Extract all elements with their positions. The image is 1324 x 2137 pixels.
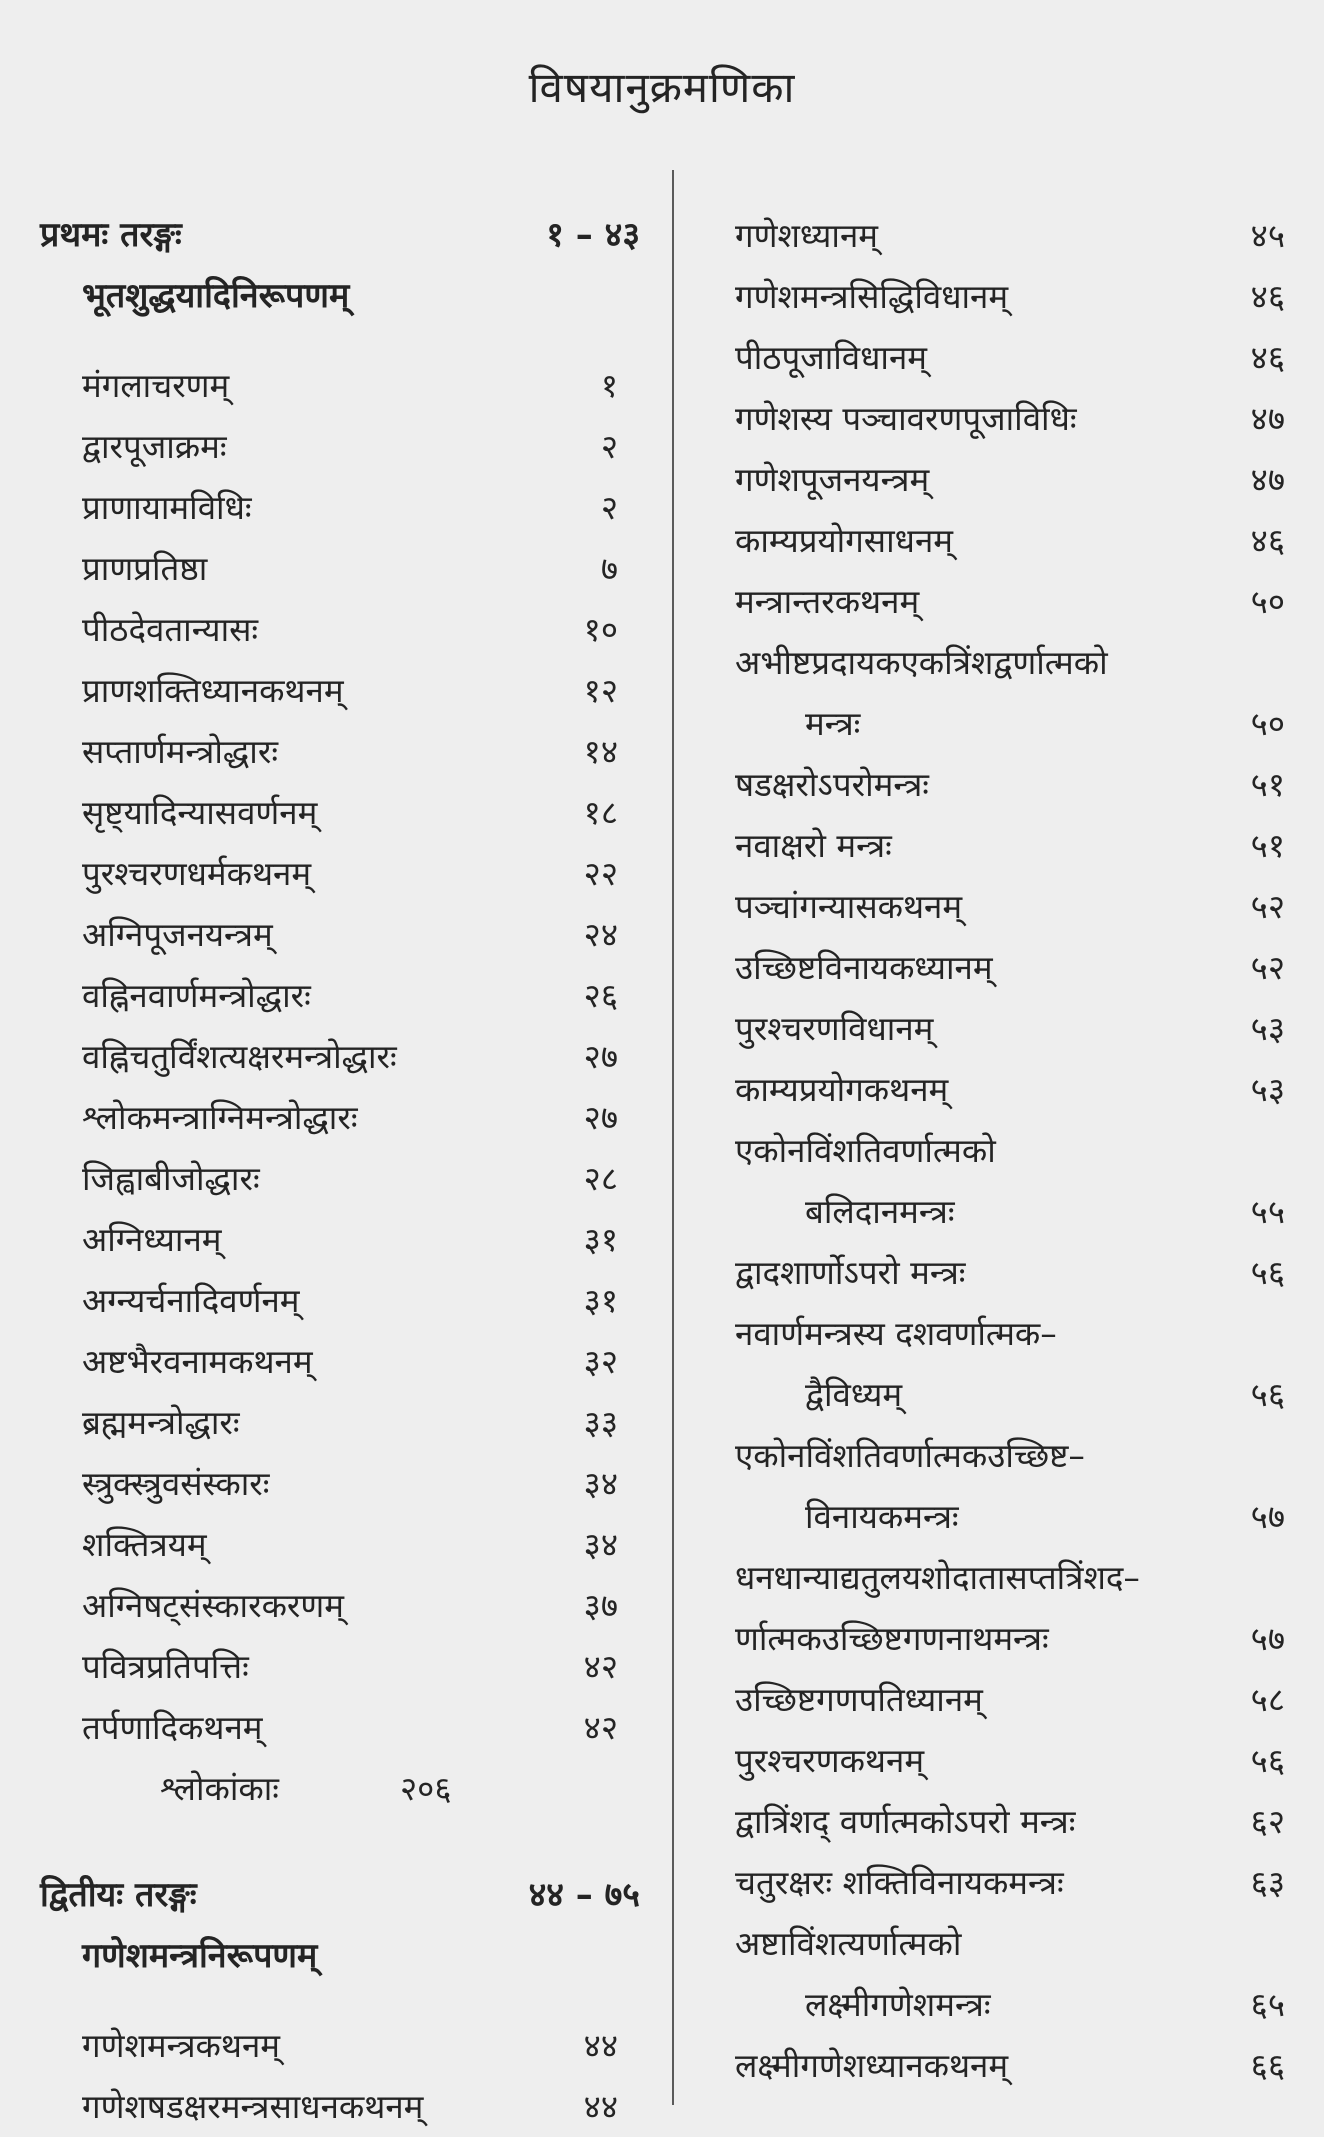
- toc-entry-title: मन्त्रः: [805, 704, 861, 743]
- toc-entry-title: उच्छिष्टविनायकध्यानम्: [735, 948, 993, 987]
- left-column: [40, 205, 640, 2137]
- toc-entry-title: गणेशध्यानम्: [735, 216, 879, 255]
- toc-entry: [40, 1087, 640, 1148]
- toc-entry-title: षडक्षरोऽपरोमन्त्रः: [735, 765, 929, 804]
- chapter2-entry-list: [40, 2015, 640, 2137]
- toc-entry-page: ४४: [583, 2087, 618, 2126]
- shloka-count: [40, 1758, 640, 1819]
- toc-entry-page: १०: [583, 610, 618, 649]
- toc-entry-page: ६५: [1250, 1985, 1285, 2024]
- toc-entry-page: २: [600, 427, 618, 466]
- toc-entry: [730, 815, 1285, 876]
- toc-entry-page: ३१: [583, 1220, 618, 1259]
- toc-entry-title: गणेशमन्त्रसिद्धिविधानम्: [735, 277, 1009, 316]
- toc-entry: [730, 327, 1285, 388]
- chapter-subtitle-text: गणेशमन्त्रनिरूपणम्: [82, 1936, 318, 1976]
- toc-entry: [730, 1242, 1285, 1303]
- toc-entry-page: ५०: [1250, 704, 1285, 743]
- toc-entry: [730, 205, 1285, 266]
- toc-entry: [40, 1270, 640, 1331]
- toc-entry-title: सप्तार्णमन्त्रोद्धारः: [82, 732, 278, 771]
- toc-entry: [730, 266, 1285, 327]
- toc-entry: [40, 904, 640, 965]
- toc-entry-page: १२: [583, 671, 618, 710]
- toc-entry-title: लक्ष्मीगणेशध्यानकथनम्: [735, 2046, 1009, 2085]
- toc-entry: [730, 1974, 1285, 2035]
- toc-entry-page: ४६: [1250, 338, 1285, 377]
- toc-entry-title: द्वादशार्णोऽपरो मन्त्रः: [735, 1253, 966, 1292]
- toc-entry-page: २७: [583, 1037, 618, 1076]
- toc-entry-page: ४२: [583, 1647, 618, 1686]
- toc-entry-title: अग्निपूजनयन्त्रम्: [82, 915, 273, 954]
- toc-entry-page: ५२: [1250, 948, 1285, 987]
- toc-entry: [730, 998, 1285, 1059]
- toc-entry-title: अष्टभैरवनामकथनम्: [82, 1342, 313, 1381]
- toc-entry: [730, 571, 1285, 632]
- chapter-label: द्वितीयः तरङ्गः: [40, 1875, 197, 1915]
- toc-entry-page: ३१: [583, 1281, 618, 1320]
- toc-entry-title: चतुरक्षरः शक्तिविनायकमन्त्रः: [735, 1863, 1064, 1902]
- toc-entry-page: २६: [583, 976, 618, 1015]
- toc-entry: [730, 937, 1285, 998]
- toc-entry-page: ४२: [583, 1708, 618, 1747]
- toc-entry: [40, 477, 640, 538]
- toc-entry-page: ५०: [1250, 582, 1285, 621]
- toc-entry: [730, 1547, 1285, 1608]
- toc-entry-title: पुरश्चरणविधानम्: [735, 1009, 934, 1048]
- toc-entry-page: ५१: [1250, 765, 1285, 804]
- toc-entry: [730, 510, 1285, 571]
- toc-entry-title: र्णात्मकउच्छिष्टगणनाथमन्त्रः: [735, 1619, 1049, 1658]
- right-column: [730, 205, 1285, 2096]
- chapter-subtitle-text: भूतशुद्धयादिनिरूपणम्: [82, 276, 350, 316]
- toc-entry: [40, 1697, 640, 1758]
- page-title: विषयानुक्रमणिका: [528, 63, 796, 112]
- column-divider: [672, 170, 674, 2105]
- toc-entry-page: ३२: [583, 1342, 618, 1381]
- toc-entry-page: १: [600, 366, 618, 405]
- toc-entry: [730, 1669, 1285, 1730]
- toc-entry-title: पीठपूजाविधानम्: [735, 338, 928, 377]
- toc-entry: [730, 693, 1285, 754]
- toc-entry-title: अग्निषट्संस्कारकरणम्: [82, 1586, 345, 1625]
- toc-entry: [730, 1059, 1285, 1120]
- toc-entry-page: २४: [583, 915, 618, 954]
- toc-entry: [40, 1514, 640, 1575]
- toc-entry-title: गणेशमन्त्रकथनम्: [82, 2026, 281, 2065]
- toc-entry-title: द्वात्रिंशद् वर्णात्मकोऽपरो मन्त्रः: [735, 1802, 1076, 1841]
- toc-entry-title: श्लोकमन्त्राग्निमन्त्रोद्धारः: [82, 1098, 358, 1137]
- toc-entry-title: सृष्ट्यादिन्यासवर्णनम्: [82, 793, 318, 832]
- toc-entry-title: पवित्रप्रतिपत्तिः: [82, 1647, 249, 1686]
- toc-entry-title: जिह्वाबीजोद्धारः: [82, 1159, 260, 1198]
- chapter-subtitle-1: [40, 266, 640, 327]
- toc-entry-title: वह्निनवार्णमन्त्रोद्धारः: [82, 976, 311, 1015]
- toc-entry-page: ७: [600, 549, 618, 588]
- toc-entry-title: प्राणप्रतिष्ठा: [82, 549, 208, 588]
- toc-entry-page: ४६: [1250, 521, 1285, 560]
- toc-entry: [730, 1120, 1285, 1181]
- toc-entry: [40, 1636, 640, 1697]
- toc-entry-title: पञ्चांगन्यासकथनम्: [735, 887, 963, 926]
- toc-entry-title: गणेशषडक्षरमन्त्रसाधनकथनम्: [82, 2087, 424, 2126]
- toc-entry-page: ५३: [1250, 1009, 1285, 1048]
- shloka-value: २०६: [400, 1769, 452, 1808]
- toc-entry-page: ५५: [1250, 1192, 1285, 1231]
- toc-entry: [730, 449, 1285, 510]
- toc-entry-page: ६२: [1250, 1802, 1285, 1841]
- toc-entry: [730, 1730, 1285, 1791]
- toc-entry: [730, 2035, 1285, 2096]
- chapter-heading-2: [40, 1865, 640, 1926]
- toc-entry-page: ५६: [1250, 1741, 1285, 1780]
- right-entry-list: [730, 205, 1285, 2096]
- chapter-page-range: ४४ – ७५: [528, 1875, 640, 1915]
- toc-entry-title: एकोनविंशतिवर्णात्मकउच्छिष्ट–: [735, 1436, 1085, 1475]
- toc-entry: [730, 388, 1285, 449]
- toc-entry: [40, 721, 640, 782]
- toc-entry-page: २: [600, 488, 618, 527]
- toc-entry-page: ३४: [583, 1525, 618, 1564]
- toc-entry-title: लक्ष्मीगणेशमन्त्रः: [805, 1985, 991, 2024]
- toc-entry-title: स्त्रुक्स्त्रुवसंस्कारः: [82, 1464, 270, 1503]
- toc-entry: [730, 876, 1285, 937]
- toc-entry-page: ३३: [583, 1403, 618, 1442]
- toc-entry-title: अग्न्यर्चनादिवर्णनम्: [82, 1281, 300, 1320]
- toc-entry: [40, 1575, 640, 1636]
- toc-entry-title: गणेशस्य पञ्चावरणपूजाविधिः: [735, 399, 1077, 438]
- toc-entry-title: नवार्णमन्त्रस्य दशवर्णात्मक–: [735, 1314, 1057, 1353]
- toc-entry-title: द्वैविध्यम्: [805, 1375, 903, 1414]
- toc-entry-title: पीठदेवतान्यासः: [82, 610, 259, 649]
- toc-entry: [40, 1331, 640, 1392]
- toc-entry-title: प्राणशक्तिध्यानकथनम्: [82, 671, 344, 710]
- toc-entry-title: शक्तित्रयम्: [82, 1525, 207, 1564]
- toc-entry: [40, 1453, 640, 1514]
- toc-entry-title: अग्निध्यानम्: [82, 1220, 222, 1259]
- toc-entry: [730, 1913, 1285, 1974]
- toc-entry-page: ४७: [1250, 460, 1285, 499]
- toc-entry: [40, 1209, 640, 1270]
- toc-entry: [730, 632, 1285, 693]
- toc-entry-page: ५२: [1250, 887, 1285, 926]
- toc-entry: [40, 965, 640, 1026]
- chapter1-entry-list: [40, 355, 640, 1758]
- toc-entry-title: मंगलाचरणम्: [82, 366, 230, 405]
- toc-entry-title: पुरश्चरणकथनम्: [735, 1741, 925, 1780]
- toc-entry: [40, 1026, 640, 1087]
- toc-entry-title: अभीष्टप्रदायकएकत्रिंशद्वर्णात्मको: [735, 643, 1108, 682]
- toc-entry-title: एकोनविंशतिवर्णात्मको: [735, 1131, 996, 1170]
- toc-entry-page: ३७: [583, 1586, 618, 1625]
- toc-entry: [40, 843, 640, 904]
- toc-entry-title: तर्पणादिकथनम्: [82, 1708, 263, 1747]
- toc-entry: [730, 1364, 1285, 1425]
- toc-entry: [730, 1486, 1285, 1547]
- toc-entry: [40, 782, 640, 843]
- toc-entry-page: ५६: [1250, 1253, 1285, 1292]
- toc-entry: [40, 538, 640, 599]
- toc-entry: [40, 416, 640, 477]
- toc-entry: [730, 1425, 1285, 1486]
- toc-entry-title: मन्त्रान्तरकथनम्: [735, 582, 920, 621]
- chapter-subtitle-2: [40, 1926, 640, 1987]
- toc-entry: [730, 1852, 1285, 1913]
- toc-entry-title: धनधान्याद्यतुलयशोदातासप्तत्रिंशद–: [735, 1558, 1140, 1597]
- toc-entry-page: १४: [583, 732, 618, 771]
- toc-entry-page: ४६: [1250, 277, 1285, 316]
- toc-entry-title: अष्टाविंशत्यर्णात्मको: [735, 1924, 962, 1963]
- toc-entry-page: २८: [583, 1159, 618, 1198]
- toc-entry: [730, 1181, 1285, 1242]
- toc-entry-title: पुरश्चरणधर्मकथनम्: [82, 854, 312, 893]
- toc-entry-page: ४७: [1250, 399, 1285, 438]
- toc-entry-page: ५७: [1250, 1619, 1285, 1658]
- chapter-label: प्रथमः तरङ्गः: [40, 215, 182, 255]
- toc-entry: [730, 1791, 1285, 1852]
- toc-entry: [40, 1148, 640, 1209]
- toc-entry-page: ४४: [583, 2026, 618, 2065]
- toc-entry-page: ५६: [1250, 1375, 1285, 1414]
- shloka-label: श्लोकांकाः: [160, 1769, 279, 1808]
- toc-entry: [40, 1392, 640, 1453]
- toc-entry-title: बलिदानमन्त्रः: [805, 1192, 955, 1231]
- chapter-page-range: १ – ४३: [546, 215, 640, 255]
- toc-entry: [40, 599, 640, 660]
- toc-entry-page: ६३: [1250, 1863, 1285, 1902]
- toc-entry-title: काम्यप्रयोगसाधनम्: [735, 521, 953, 560]
- toc-entry-title: प्राणायामविधिः: [82, 488, 252, 527]
- toc-entry: [40, 2015, 640, 2076]
- toc-entry: [730, 1608, 1285, 1669]
- toc-entry-title: द्वारपूजाक्रमः: [82, 427, 227, 466]
- toc-entry-page: ४५: [1250, 216, 1285, 255]
- toc-entry-page: २७: [583, 1098, 618, 1137]
- toc-entry-page: २२: [583, 854, 618, 893]
- toc-entry-title: उच्छिष्टगणपतिध्यानम्: [735, 1680, 983, 1719]
- toc-entry-page: ५३: [1250, 1070, 1285, 1109]
- toc-entry: [40, 660, 640, 721]
- toc-entry-title: विनायकमन्त्रः: [805, 1497, 959, 1536]
- toc-entry-title: गणेशपूजनयन्त्रम्: [735, 460, 930, 499]
- toc-entry-page: ३४: [583, 1464, 618, 1503]
- toc-entry-title: नवाक्षरो मन्त्रः: [735, 826, 892, 865]
- toc-entry-page: ५८: [1250, 1680, 1285, 1719]
- toc-entry-page: १८: [583, 793, 618, 832]
- toc-entry-title: काम्यप्रयोगकथनम्: [735, 1070, 949, 1109]
- toc-entry: [40, 355, 640, 416]
- toc-entry-page: ६६: [1250, 2046, 1285, 2085]
- chapter-heading-1: [40, 205, 640, 266]
- toc-entry-page: ५१: [1250, 826, 1285, 865]
- toc-entry: [730, 754, 1285, 815]
- toc-entry-page: ५७: [1250, 1497, 1285, 1536]
- toc-entry: [730, 1303, 1285, 1364]
- toc-entry-title: वह्निचतुर्विंशत्यक्षरमन्त्रोद्धारः: [82, 1037, 397, 1076]
- toc-entry-title: ब्रह्ममन्त्रोद्धारः: [82, 1403, 240, 1442]
- toc-entry: [40, 2076, 640, 2137]
